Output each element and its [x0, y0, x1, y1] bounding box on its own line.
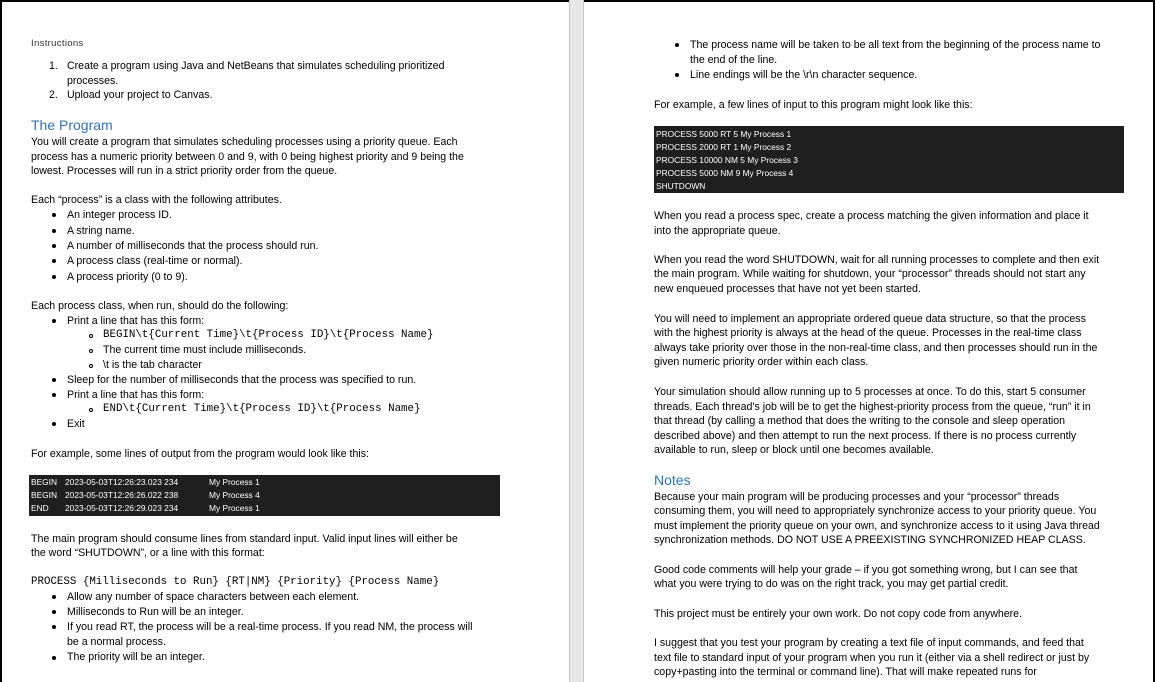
bullet	[52, 378, 56, 382]
list-item: Print a line that has this form:	[67, 315, 205, 327]
right-page	[584, 0, 1155, 682]
paragraph-line: Your simulation should allow running up to 5 processes at once. To do this, start 5 consumer	[654, 386, 1086, 398]
paragraph-line: I suggest that you test your program by creating a text file of input commands, and feed that	[654, 637, 1084, 649]
paragraph-line: given numeric priority order within each class.	[654, 356, 869, 368]
step-text: Create a program using Java and NetBeans that simulates scheduling prioritized	[67, 60, 445, 72]
sub-bullet	[89, 334, 93, 338]
paragraph-line: Because your main program will be producing processes and your “processor” threads	[654, 491, 1060, 503]
bullet	[52, 625, 56, 629]
bullet	[675, 73, 679, 77]
bullet	[52, 244, 56, 248]
list-item: Milliseconds to Run will be an integer.	[67, 606, 244, 618]
step-number: 1.	[49, 60, 58, 72]
paragraph-line: copy+pasting into the terminal or command line). That will make repeated runs for	[654, 666, 1037, 678]
notes-heading: Notes	[654, 472, 691, 488]
input-line: PROCESS 10000 NM 5 My Process 3	[656, 155, 798, 165]
output-name: My Process 4	[209, 490, 260, 500]
output-stamp: 2023-05-03T12:26:23.023 234	[65, 477, 179, 487]
bullet	[52, 610, 56, 614]
program-heading: The Program	[31, 117, 113, 133]
input-example-block	[654, 126, 1124, 193]
paragraph-line: available to run, sleep or block until one becomes available.	[654, 444, 934, 456]
list-item: the end of the line.	[690, 54, 778, 66]
list-item: \t is the tab character	[103, 359, 202, 371]
list-item: The current time must include milliseconds.	[103, 344, 307, 356]
paragraph-line: the word “SHUTDOWN”, or a line with this format:	[31, 547, 265, 559]
bullet	[52, 259, 56, 263]
paragraph-line: text file to standard input of your program when you run it (either via a shell redirect or just by	[654, 652, 1090, 664]
list-item: An integer process ID.	[67, 209, 172, 221]
bullet	[675, 43, 679, 47]
paragraph-line: the main program. While waiting for shutdown, your “processor” threads should not start any	[654, 268, 1086, 280]
list-item: A number of milliseconds that the process should run.	[67, 240, 319, 252]
list-item: Sleep for the number of milliseconds that the process was specified to run.	[67, 374, 417, 386]
bullet	[52, 319, 56, 323]
list-item: Allow any number of space characters between each element.	[67, 591, 360, 603]
paragraph-line: The main program should consume lines from standard input. Valid input lines will either be	[31, 533, 458, 545]
output-kind: BEGIN	[31, 477, 58, 487]
input-line: PROCESS 5000 NM 9 My Process 4	[656, 168, 794, 178]
output-intro: For example, some lines of output from the program would look like this:	[31, 448, 369, 460]
paragraph-line: threads. Each thread’s job will be to get the highest-priority process from the queue, “run” it in	[654, 401, 1091, 413]
bullet	[52, 595, 56, 599]
step-text: processes.	[67, 75, 119, 87]
paragraph-line: what you were trying to do was on the right track, you may get partial credit.	[654, 578, 1009, 590]
paragraph-line: lowest. Processes will run in a strict priority order from the queue.	[31, 165, 338, 177]
page-gutter	[569, 0, 584, 682]
bullet	[52, 656, 56, 660]
paragraph-line: You will create a program that simulates scheduling processes using a priority queue. Each	[31, 136, 458, 148]
paragraph-line: You will need to implement an appropriate ordered queue data structure, so that the process	[654, 313, 1086, 325]
paragraph-line: new enqueued processes that have not yet been started.	[654, 283, 921, 295]
output-name: My Process 1	[209, 503, 260, 513]
paragraph-line: When you read a process spec, create a process matching the given information and place it	[654, 210, 1089, 222]
list-item: be a normal process.	[67, 636, 166, 648]
paragraph-line: always take priority over those in the non-real-time class, and then processes should run in the	[654, 342, 1098, 354]
begin-format: BEGIN\t{Current Time}\t{Process ID}\t{Process Name}	[103, 329, 434, 341]
paragraph-line: described above) and then attempt to run the next process. If there is no process currently	[654, 430, 1077, 442]
bullet	[52, 213, 56, 217]
bullet	[52, 393, 56, 397]
list-item: A process class (real-time or normal).	[67, 255, 243, 267]
bullet	[52, 275, 56, 279]
output-name: My Process 1	[209, 477, 260, 487]
paragraph-line: consuming them, you will need to appropriately synchronize access to your priority queue. You	[654, 505, 1097, 517]
step-text: Upload your project to Canvas.	[67, 89, 213, 101]
output-kind: END	[31, 503, 49, 513]
attributes-intro: Each “process” is a class with the following attributes.	[31, 194, 282, 206]
paragraph-line: When you read the word SHUTDOWN, wait for all running processes to complete and then exit	[654, 254, 1100, 266]
step-number: 2.	[49, 89, 58, 101]
list-item: Line endings will be the \r\n character sequence.	[690, 69, 918, 81]
paragraph-line: with the highest priority is always at the head of the queue. Processes in the real-time class	[654, 327, 1082, 339]
bullet	[52, 422, 56, 426]
input-line: PROCESS 2000 RT 1 My Process 2	[656, 142, 792, 152]
list-item: A process priority (0 to 9).	[67, 271, 188, 283]
list-item: A string name.	[67, 225, 135, 237]
paragraph-line: synchronization methods. DO NOT USE A PREEXISTING SYNCHRONIZED HEAP CLASS.	[654, 534, 1086, 546]
paragraph-line: Good code comments will help your grade – if you got something wrong, but I can see that	[654, 564, 1078, 576]
list-item: If you read RT, the process will be a real-time process. If you read NM, the process will	[67, 621, 473, 633]
output-kind: BEGIN	[31, 490, 58, 500]
input-line: PROCESS 5000 RT 5 My Process 1	[656, 129, 792, 139]
list-item: The priority will be an integer.	[67, 651, 205, 663]
sub-bullet	[89, 364, 93, 368]
paragraph-line: that thread (by calling a method that does the writing to the console and sleep operation	[654, 415, 1066, 427]
paragraph-line: must implement the priority queue on your own, and synchronize access to it using Java thread	[654, 520, 1100, 532]
input-example-intro: For example, a few lines of input to this program might look like this:	[654, 99, 973, 111]
left-page	[0, 0, 569, 682]
run-intro: Each process class, when run, should do the following:	[31, 300, 289, 312]
paragraph-line: process has a numeric priority between 0 and 9, with 0 being highest priority and 9 being the	[31, 151, 464, 163]
output-example-block	[29, 475, 500, 516]
own-work-line: This project must be entirely your own work. Do not copy code from anywhere.	[654, 608, 1022, 620]
sub-bullet	[89, 349, 93, 353]
list-item: Exit	[67, 418, 85, 430]
list-item: Print a line that has this form:	[67, 389, 205, 401]
output-stamp: 2023-05-03T12:26:29.023 234	[65, 503, 179, 513]
sub-bullet	[89, 408, 93, 412]
output-stamp: 2023-05-03T12:26:26.022 238	[65, 490, 179, 500]
input-line: SHUTDOWN	[656, 181, 706, 191]
bullet	[52, 229, 56, 233]
list-item: The process name will be taken to be all text from the beginning of the process name to	[690, 39, 1101, 51]
end-format: END\t{Current Time}\t{Process ID}\t{Process Name}	[103, 403, 421, 415]
paragraph-line: into the appropriate queue.	[654, 225, 781, 237]
process-format: PROCESS {Milliseconds to Run} {RT|NM} {Priority} {Process Name}	[31, 576, 440, 588]
instructions-label: Instructions	[31, 38, 84, 49]
